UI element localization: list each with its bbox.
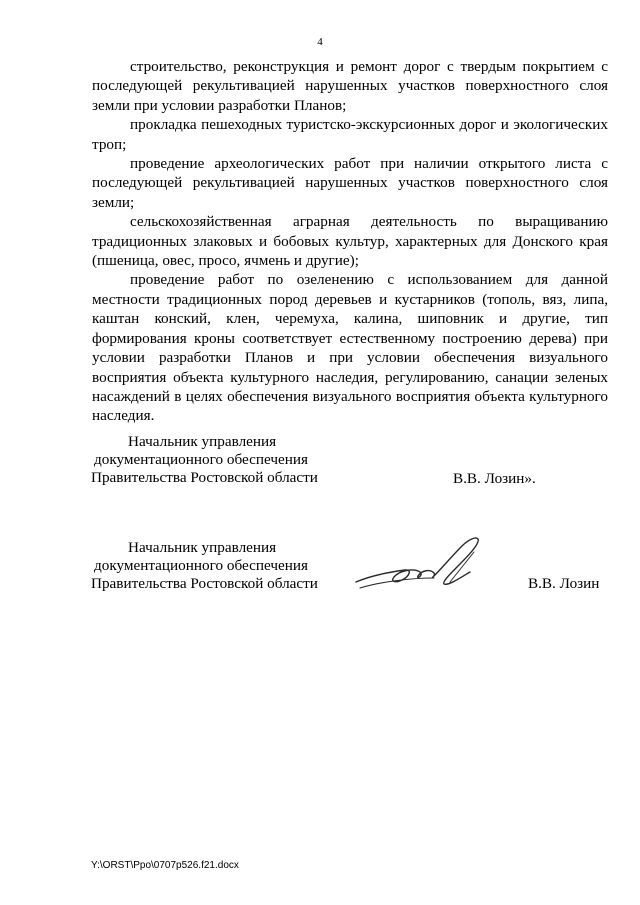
page-number: 4	[317, 36, 323, 48]
position-line-2: документационного обеспечения	[94, 557, 308, 574]
paragraph-archaeology: проведение археологических работ при наличии открытого листа с последующей рекультивацией нарушенных участков поверхностного слоя земли;	[92, 155, 608, 211]
position-line-1: Начальник управления	[128, 433, 277, 450]
position-line-1: Начальник управления	[128, 539, 277, 556]
paragraph-roads: строительство, реконструкция и ремонт дорог с твердым покрытием с последующей рекультивацией нарушенных участков поверхностного слоя земли при условии разработки Планов;	[92, 58, 608, 114]
paragraph-agriculture: сельскохозяйственная аграрная деятельность по выращиванию традиционных злаковых и бобовых культур, характерных для Донского края (пшеница, овес, просо, ячмень и другие);	[92, 213, 608, 270]
file-path-footer: Y:\ORST\Ppo\0707p526.f21.docx	[91, 860, 239, 871]
position-line-3: Правительства Ростовской области	[91, 469, 318, 486]
paragraph-landscaping: проведение работ по озеленению с использованием для данной местности традиционных пород деревьев и кустарников (тополь, вяз, липа, каштан конский, клен, черемуха, калина, шиповник и другие, тип формирования кроны соответствует естественному построению дерева) при условии разработки Планов и при условии обеспечения визуального восприятия объекта культурного наследия, регулированию, санации зеленых насаждений в целях обеспечения визуального восприятия объекта культурного наследия.	[92, 271, 608, 425]
signature-block-title-2	[91, 539, 318, 593]
signatory-name-1: В.В. Лозин».	[453, 470, 536, 487]
signatory-name-2: В.В. Лозин	[528, 575, 600, 592]
position-line-3: Правительства Ростовской области	[91, 575, 318, 592]
document-body	[92, 57, 608, 426]
signature-block-title-1	[91, 433, 318, 487]
handwritten-signature-icon	[350, 532, 500, 598]
paragraph-trails: прокладка пешеходных туристско-экскурсионных дорог и экологических троп;	[92, 116, 608, 153]
position-line-2: документационного обеспечения	[94, 451, 308, 468]
